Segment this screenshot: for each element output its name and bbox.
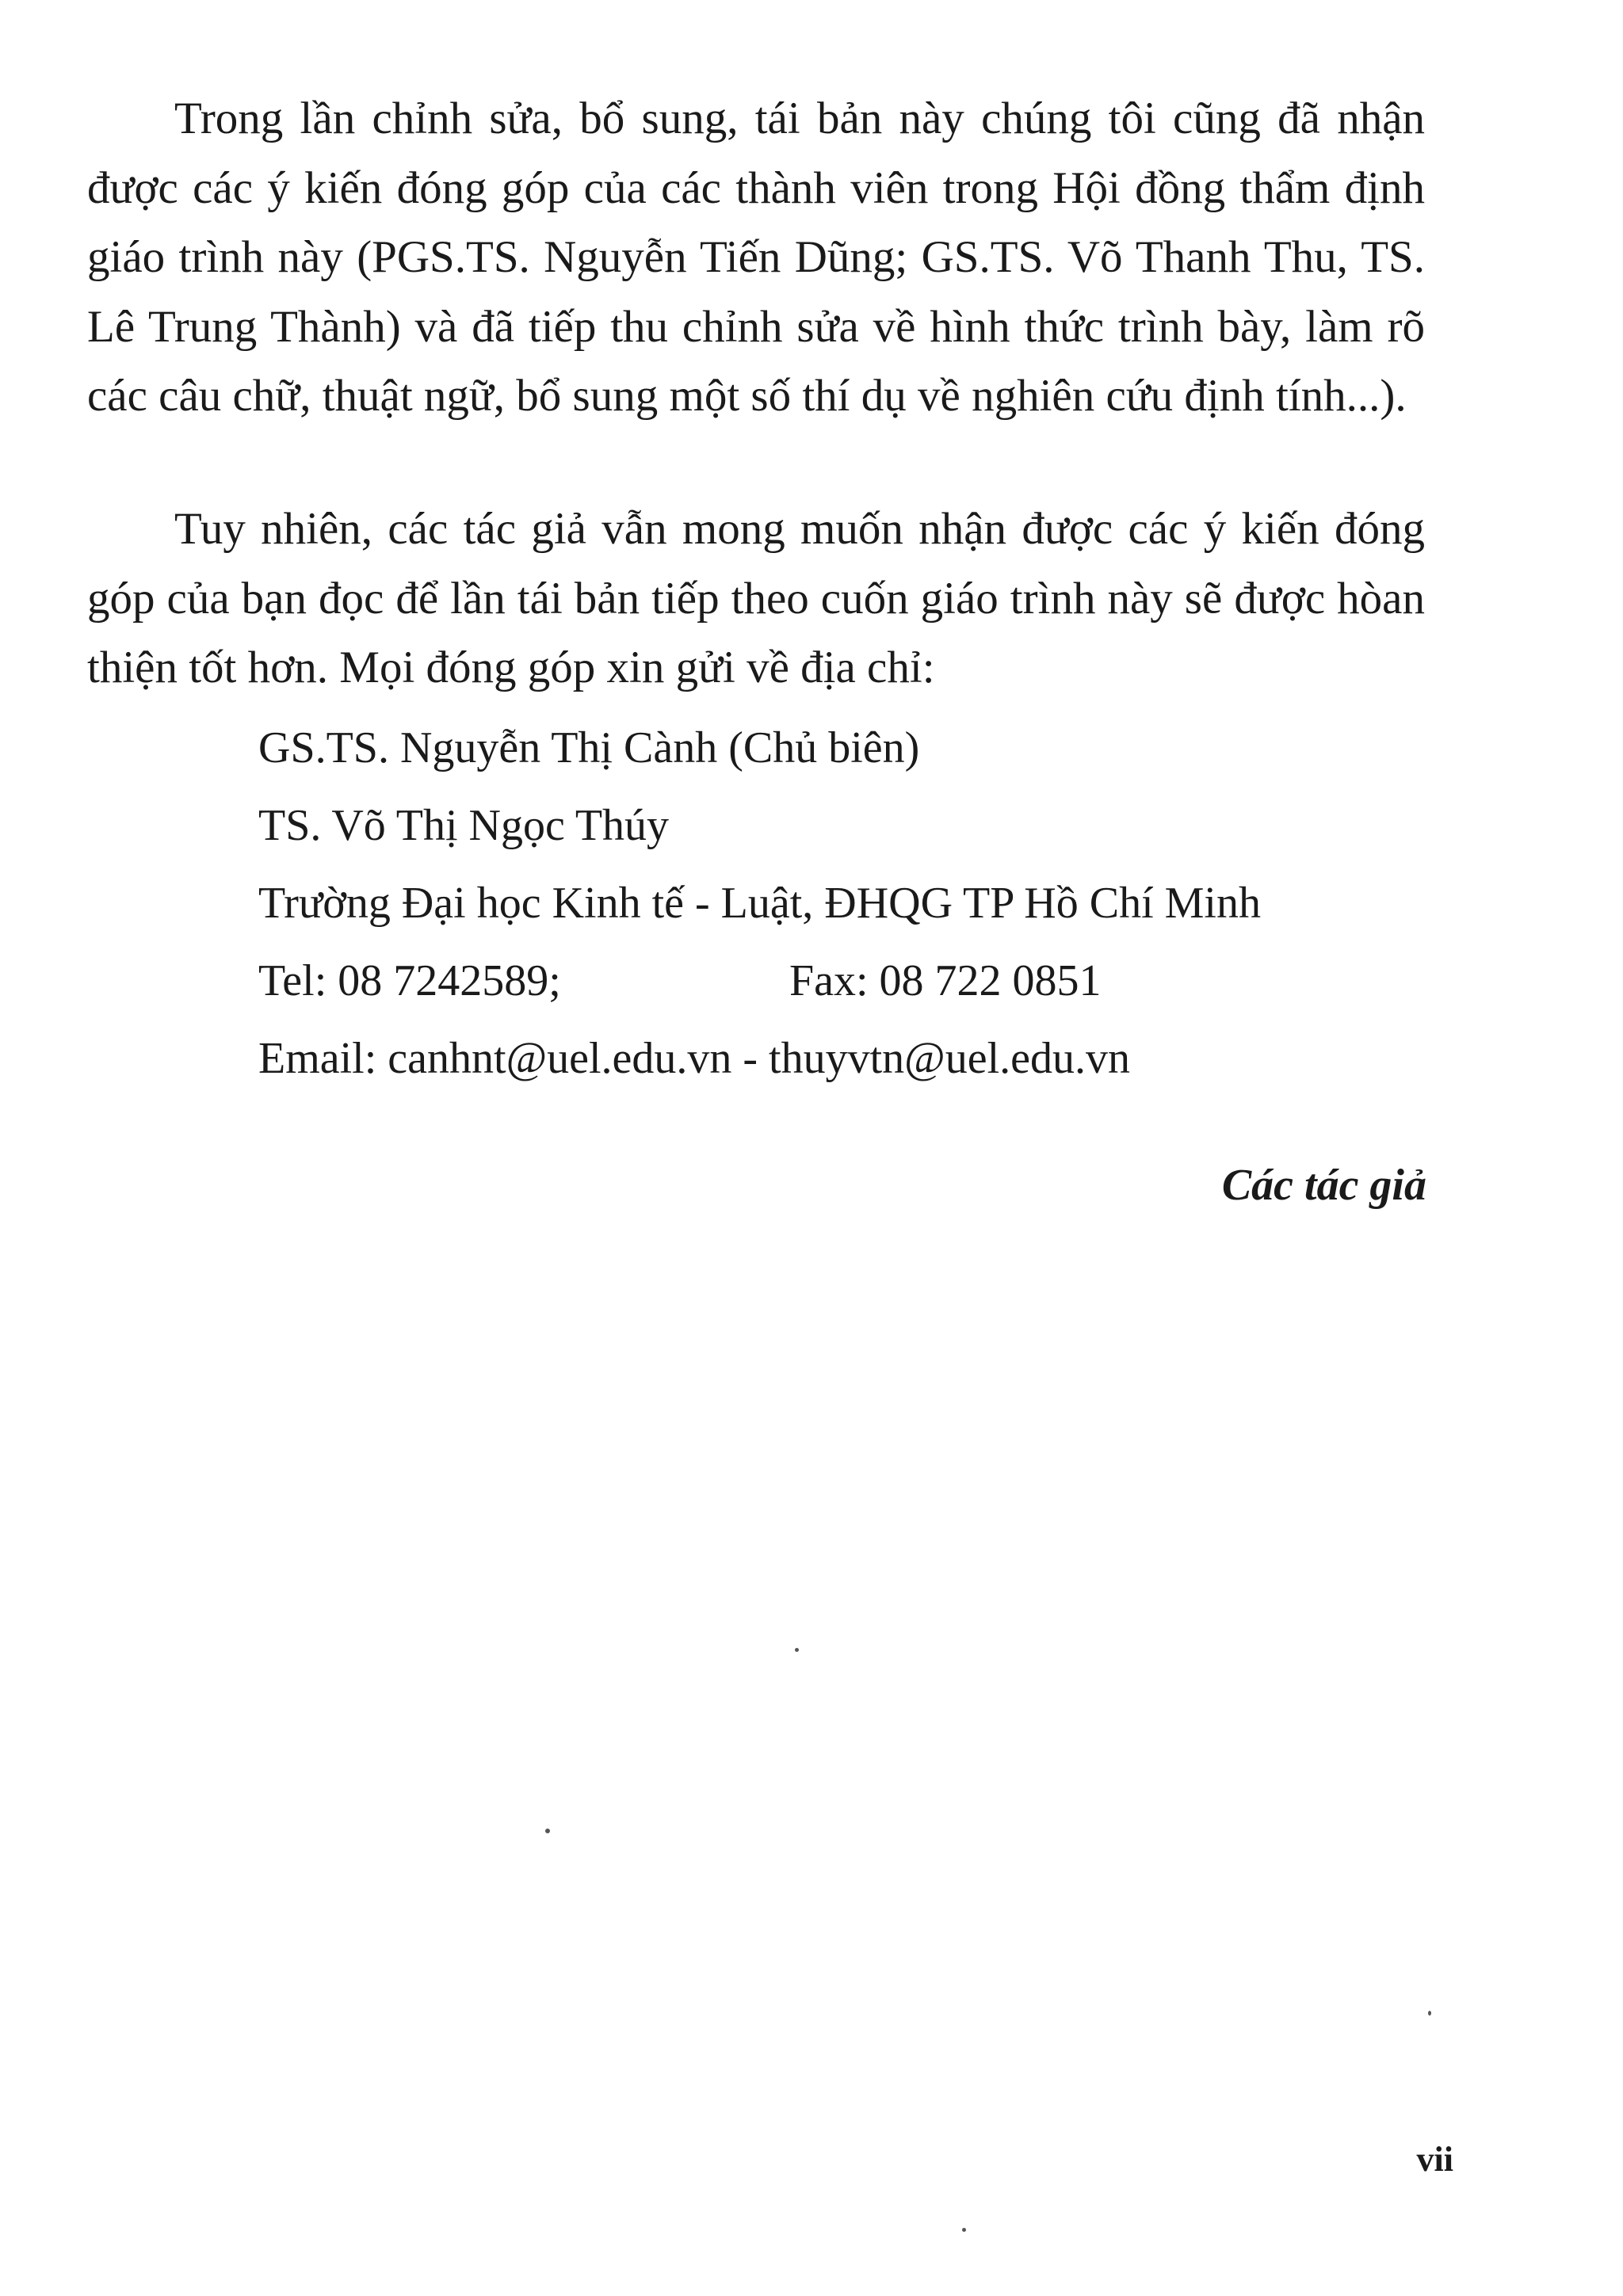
scan-speck xyxy=(962,2228,966,2232)
contact-fax: Fax: 08 722 0851 xyxy=(789,956,1102,1005)
page-number: vii xyxy=(1416,2140,1453,2179)
contact-author-coauthor: TS. Võ Thị Ngọc Thúy xyxy=(258,801,670,850)
contact-phone-line xyxy=(258,955,1447,1006)
scan-speck xyxy=(795,1648,799,1652)
signature-authors: Các tác giả xyxy=(1221,1161,1426,1210)
scan-speck xyxy=(1428,2011,1431,2016)
paragraph-feedback-request: Tuy nhiên, các tác giả vẫn mong muốn nhận được các ý kiến đóng góp của bạn đọc để lần tái bản tiếp theo cuốn giáo trình này sẽ được hòan thiện tốt hơn. Mọi đóng góp xin gửi về địa chỉ: xyxy=(87,504,1425,692)
contact-author-editor: GS.TS. Nguyễn Thị Cành (Chủ biên) xyxy=(258,723,920,772)
scan-speck xyxy=(545,1829,550,1833)
contact-tel: Tel: 08 7242589; xyxy=(258,956,561,1005)
contact-institution: Trường Đại học Kinh tế - Luật, ĐHQG TP Hồ Chí Minh xyxy=(258,879,1261,928)
contact-email: Email: canhnt@uel.edu.vn - thuyvtn@uel.edu.vn xyxy=(258,1034,1131,1083)
paragraph-revision-note: Trong lần chỉnh sửa, bổ sung, tái bản này chúng tôi cũng đã nhận được các ý kiến đóng góp của các thành viên trong Hội đồng thẩm định giáo trình này (PGS.TS. Nguyễn Tiến Dũng; GS.TS. Võ Thanh Thu, TS. Lê Trung Thành) và đã tiếp thu chỉnh sửa về hình thức trình bày, làm rõ các câu chữ, thuật ngữ, bổ sung một số thí dụ về nghiên cứu định tính...). xyxy=(87,93,1425,421)
